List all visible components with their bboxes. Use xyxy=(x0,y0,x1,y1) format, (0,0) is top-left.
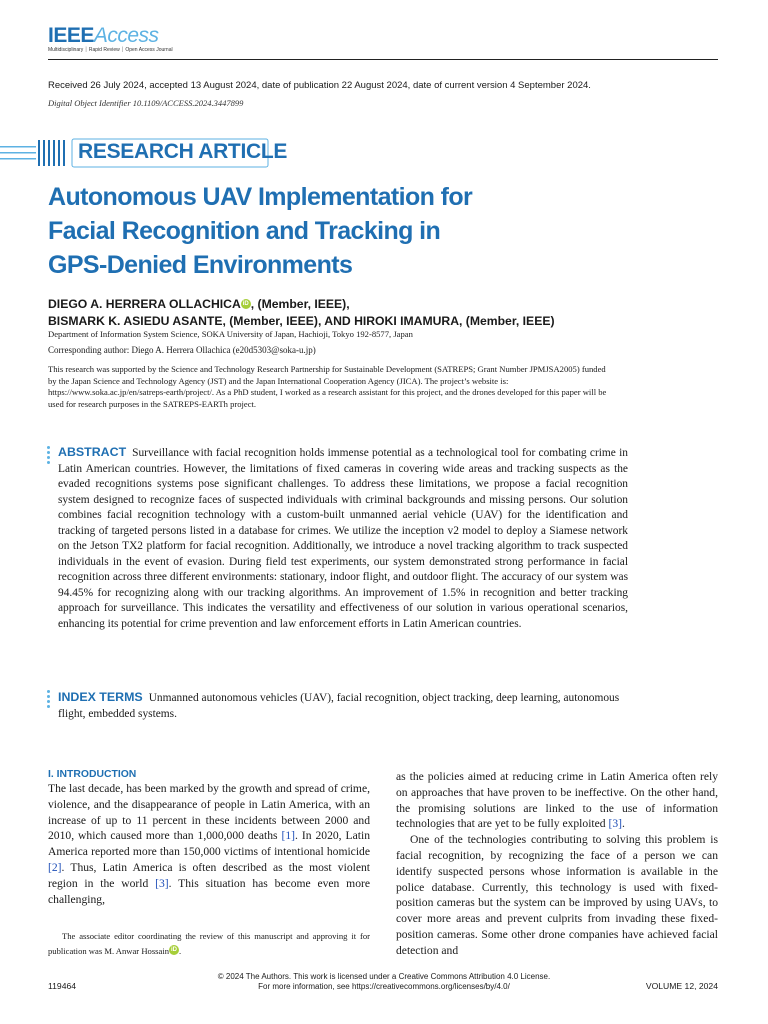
section-dots-icon xyxy=(47,690,51,710)
intro-text-segment: . xyxy=(622,817,625,831)
editor-note-text: The associate editor coordinating the review of this manuscript and approving it for publication was M. Anwar Hossain xyxy=(48,931,370,956)
intro-text-segment: . This situation has become even more challenging, xyxy=(48,876,370,906)
citation-link[interactable]: [3] xyxy=(608,817,623,831)
license-line-2[interactable]: For more information, see https://creativecommons.org/licenses/by/4.0/ xyxy=(258,982,510,991)
index-terms xyxy=(58,689,628,722)
paper-title xyxy=(48,180,568,282)
intro-text-segment: . Thus, Latin America is often described as the most violent region in the world xyxy=(48,860,370,890)
intro-text-segment: . In 2020, Latin America reported more than 150,000 victims of intentional homicide xyxy=(48,829,370,859)
citation-link[interactable]: [3] xyxy=(155,876,169,890)
author-line-2: BISMARK K. ASIEDU ASANTE, (Member, IEEE), AND HIROKI IMAMURA, (Member, IEEE) xyxy=(48,314,555,328)
author-membership: , (Member, IEEE), xyxy=(250,297,350,311)
intro-text-segment: The last decade, has been marked by the growth and spread of crime, violence, and the disappearance of people in Latin America, with an increase of up to 11 percent in these incidents between 2000 and 2010, which caused more than 1,000,000 deaths xyxy=(48,782,370,843)
index-terms-heading: INDEX TERMS xyxy=(58,690,143,704)
title-line-1: Autonomous UAV Implementation for xyxy=(48,183,473,211)
abstract-text: Surveillance with facial recognition holds immense potential as a technological tool for combating crime in Latin American countries. However, the limitations of fixed cameras in covering wide areas and tracking suspects as the evaded recognitions systems pose significant challenges. To address these limitations, we propose a facial recognition system designed to recognize faces of suspected individuals with criminal backgrounds and missing persons. Our solution combines facial recognition technology with a custom-built unmanned aerial vehicle (UAV) for the identification and tracking of targeted persons listed in a database for crimes. We utilize the inception v2 model to deploy a Siamese network on the Jetson TX2 platform for facial recognition. Additionally, we introduce a novel tracking algorithm to track suspected individuals in the event of evasion. During field test experiments, our system demonstrated strong performance in facial recognition across three different environments: stationary, indoor flight, and outdoor flight. The accuracy of our system was 94.45% for recognizing along with our tracking algorithms. An improvement of 1.5% in recognition and better tracking approach for surveillance. This indicates the versatility and effectiveness of our solution in various operational scenarios, enhancing its potential for crime prevention and law enforcement efforts in Latin American countries. xyxy=(58,447,628,630)
intro-paragraph-3: One of the technologies contributing to solving this problem is facial recognition, by recognizing the face of a person we can identify suspected persons whose information is available in the police database. Currently, this technology is used with fixed-position cameras but the system can be improved by using UAVs, to cover more areas and prevent culprits from invading these fixed-position cameras. Some other drone companies have achieved facial detection and xyxy=(396,833,718,957)
section-dots-icon xyxy=(47,446,51,466)
volume-label: VOLUME 12, 2024 xyxy=(645,981,718,991)
abstract xyxy=(58,445,628,632)
citation-link[interactable]: [2] xyxy=(48,860,62,874)
editor-note xyxy=(48,929,370,959)
affiliation: Department of Information System Science, SOKA University of Japan, Hachioji, Tokyo 192-8577, Japan xyxy=(48,329,413,339)
corresponding-author: Corresponding author: Diego A. Herrera Ollachica (e20d5303@soka-u.jp) xyxy=(48,345,316,355)
ieee-access-logo[interactable] xyxy=(48,24,159,48)
citation-link[interactable]: [1] xyxy=(281,829,295,843)
logo-ieee-text: IEEE xyxy=(48,24,94,47)
intro-paragraph-2 xyxy=(396,769,718,832)
intro-paragraph-1 xyxy=(48,781,370,907)
body-column-left xyxy=(48,769,370,907)
title-line-2: Facial Recognition and Tracking in xyxy=(48,217,441,245)
doi-line[interactable]: Digital Object Identifier 10.1109/ACCESS.2024.3447899 xyxy=(48,98,244,108)
index-terms-text: Unmanned autonomous vehicles (UAV), facial recognition, object tracking, deep learning, autonomous flight, embedded systems. xyxy=(58,692,620,720)
header-divider xyxy=(48,59,718,60)
editor-note-end: . xyxy=(179,946,182,956)
article-type-label: RESEARCH ARTICLE xyxy=(78,140,288,163)
section-heading-introduction: I. INTRODUCTION xyxy=(48,769,137,780)
orcid-icon[interactable]: iD xyxy=(171,947,178,953)
funding-statement: This research was supported by the Science and Technology Research Partnership for Sustainable Development (SATREPS; Grant Number JPMJSA2005) funded by the Japan Science and Technology Agency (JST) and the Japan International Cooperation Agency (JICA). The project’s website is: https://www.soka.ac.jp/en/satreps-earth/project/. As a PhD student, I worked as a research assistant for this project, and the drones developed for this paper will be used for research purposes in the SATREPS-EARTh project. xyxy=(48,364,607,409)
received-dates: Received 26 July 2024, accepted 13 August 2024, date of publication 22 August 2024, date of current version 4 September 2024. xyxy=(48,80,591,91)
abstract-heading: ABSTRACT xyxy=(58,445,127,459)
page-number: 119464 xyxy=(48,981,77,991)
logo-access-text: Access xyxy=(93,24,159,47)
intro-text-segment: as the policies aimed at reducing crime in Latin America often rely on approaches that have proven to be ineffective. On the other hand, the promising solutions are linked to the use of information technologies that are yet to be fully exploited xyxy=(396,770,718,831)
body-column-right xyxy=(396,769,718,959)
author-line-1 xyxy=(48,297,350,311)
license-line-1: © 2024 The Authors. This work is licensed under a Creative Commons Attribution 4.0 License. xyxy=(217,972,551,981)
orcid-icon[interactable]: iD xyxy=(242,301,249,307)
author-name: DIEGO A. HERRERA OLLACHICA xyxy=(48,297,241,311)
title-line-3: GPS-Denied Environments xyxy=(48,251,353,279)
journal-tagline: Multidisciplinary ⏐ Rapid Review ⏐ Open Access Journal xyxy=(48,47,173,53)
